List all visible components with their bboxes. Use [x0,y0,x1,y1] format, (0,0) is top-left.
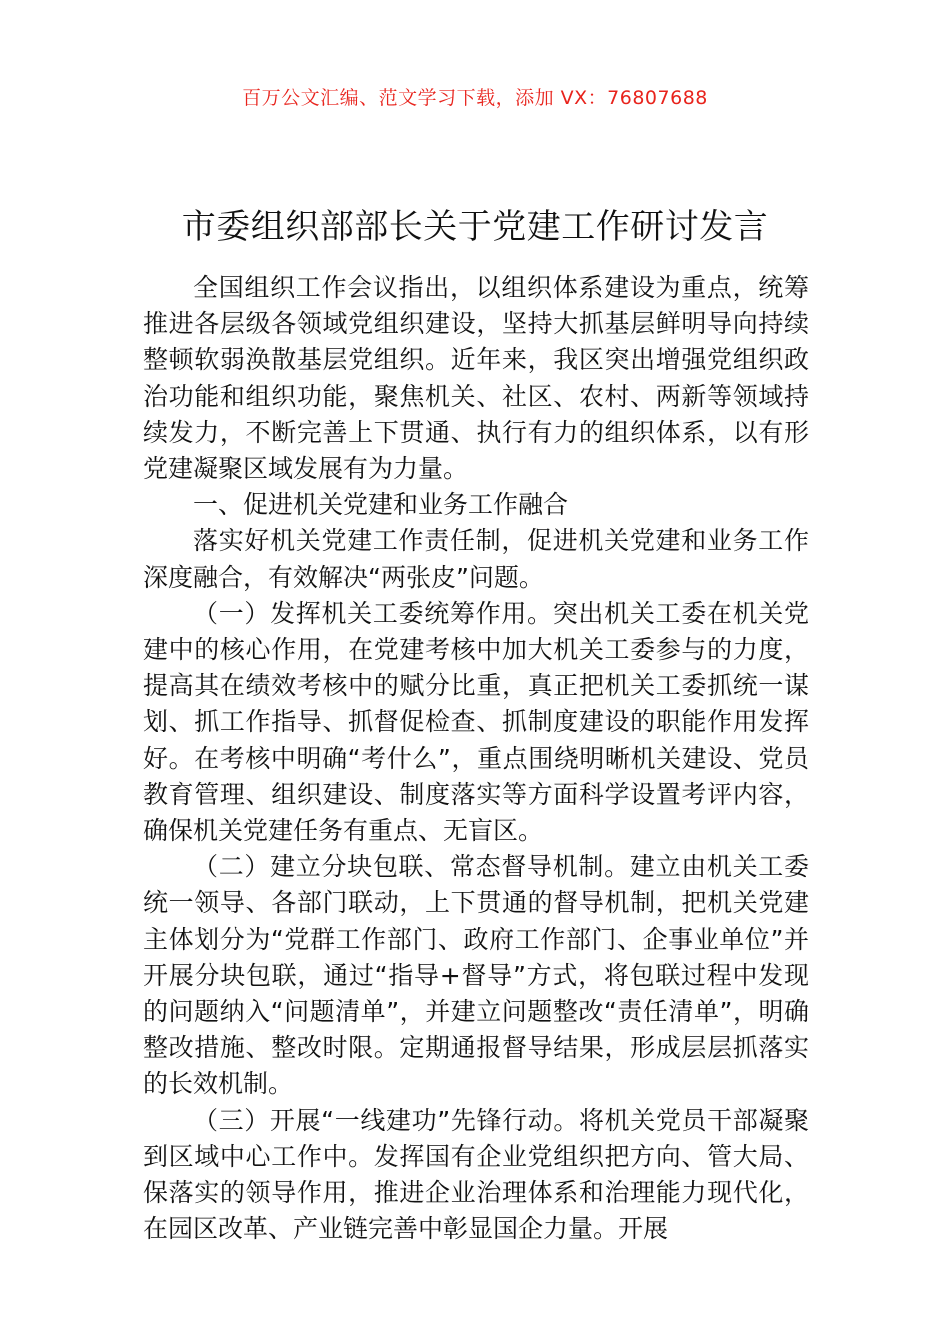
subsection-2-paragraph: （二）建立分块包联、常态督导机制。建立由机关工委统一领导、各部门联动，上下贯通的督导机制，把机关党建主体划分为“党群工作部门、政府工作部门、企事业单位”并开展分块包联，通过“指导+督导”方式，将包联过程中发现的问题纳入“问题清单”，并建立问题整改“责任清单”，明确整改措施、整改时限。定期通报督导结果，形成层层抓落实的长效机制。 [143,852,809,1099]
section-heading-1: 一、促进机关党建和业务工作融合 [193,490,569,520]
section-1-intro-paragraph: 落实好机关党建工作责任制，促进机关党建和业务工作深度融合，有效解决“两张皮”问题。 [143,526,809,592]
download-watermark-banner: 百万公文汇编、范文学习下载，添加 VX：76807688 [242,87,708,109]
subsection-1-paragraph: （一）发挥机关工委统筹作用。突出机关工委在机关党建中的核心作用，在党建考核中加大机关工委参与的力度，提高其在绩效考核中的赋分比重，真正把机关工委抓统一谋划、抓工作指导、抓督促检查、抓制度建设的职能作用发挥好。在考核中明确“考什么”，重点围绕明晰机关建设、党员教育管理、组织建设、制度落实等方面科学设置考评内容，确保机关党建任务有重点、无盲区。 [143,598,809,846]
document-body [143,270,809,1247]
intro-paragraph: 全国组织工作会议指出，以组织体系建设为重点，统筹推进各层级各领域党组织建设，坚持大抓基层鲜明导向持续整顿软弱涣散基层党组织。近年来，我区突出增强党组织政治功能和组织功能，聚焦机关、社区、农村、两新等领域持续发力，不断完善上下贯通、执行有力的组织体系，以有形党建凝聚区域发展有为力量。 [143,273,809,484]
subsection-3-paragraph: （三）开展“一线建功”先锋行动。将机关党员干部凝聚到区域中心工作中。发挥国有企业党组织把方向、管大局、保落实的领导作用，推进企业治理体系和治理能力现代化，在园区改革、产业链完善中彰显国企力量。开展 [143,1105,809,1244]
page-title: 市委组织部部长关于党建工作研讨发言 [181,206,769,247]
